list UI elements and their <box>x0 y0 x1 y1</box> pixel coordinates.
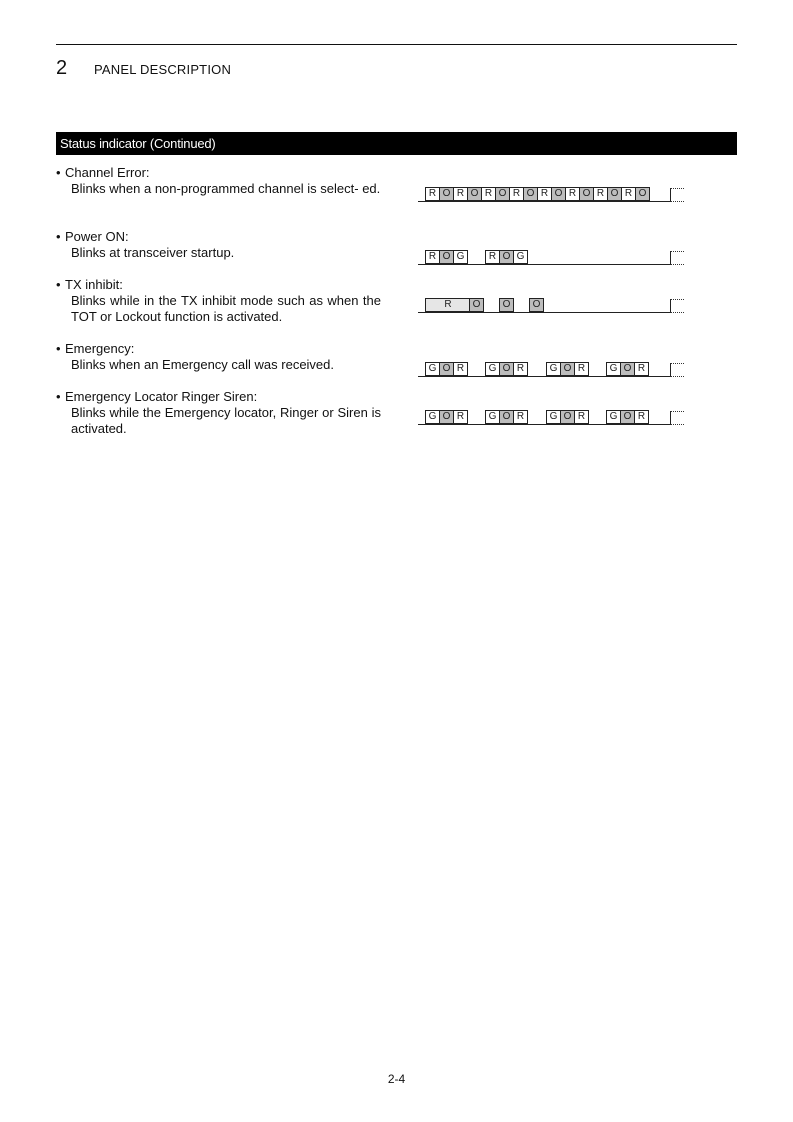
indicator-sequence-power-on <box>418 243 684 265</box>
led-group <box>426 410 468 424</box>
indicator-sequence-emergency <box>418 355 684 377</box>
sequence-repeat-marker <box>670 188 684 202</box>
led-cell-g: G <box>453 250 468 264</box>
led-group <box>470 298 484 312</box>
led-cell-o: O <box>495 187 510 201</box>
sequence-baseline <box>418 264 670 265</box>
led-cell-o: O <box>499 410 514 424</box>
sequence-repeat-marker <box>670 299 684 313</box>
led-cell-g: G <box>425 410 440 424</box>
led-cell-r: R <box>425 187 440 201</box>
led-cell-r: R <box>453 410 468 424</box>
header-rule <box>56 44 737 45</box>
chapter-number: 2 <box>56 57 68 79</box>
item-description: Blinks at transceiver startup. <box>71 245 235 260</box>
led-cell-o: O <box>439 410 454 424</box>
item-title: Channel Error: <box>65 165 150 180</box>
led-cell-o: O <box>467 187 482 201</box>
indicator-sequence-channel-error <box>418 180 684 202</box>
led-cell-r: R <box>425 298 471 312</box>
led-cell-r: R <box>485 250 500 264</box>
led-group <box>607 410 649 424</box>
led-cell-o: O <box>579 187 594 201</box>
sequence-baseline <box>418 424 670 425</box>
page-number: 2-4 <box>387 1072 406 1086</box>
led-cell-r: R <box>513 362 528 376</box>
item-title: TX inhibit: <box>65 277 123 292</box>
status-item-emergency: • Emergency: Blinks when an Emergency call was received. <box>56 341 381 373</box>
sequence-repeat-marker <box>670 411 684 425</box>
led-cell-g: G <box>606 410 621 424</box>
led-cell-o: O <box>620 362 635 376</box>
led-cell-o: O <box>607 187 622 201</box>
item-description: Blinks while in the TX inhibit mode such as when the TOT or Lockout function is activated. <box>71 293 381 324</box>
led-group <box>486 362 528 376</box>
led-cell-o: O <box>499 250 514 264</box>
led-group <box>547 362 589 376</box>
led-cell-r: R <box>574 362 589 376</box>
led-cell-r: R <box>537 187 552 201</box>
led-cell-g: G <box>546 362 561 376</box>
led-group <box>547 410 589 424</box>
led-cell-o: O <box>469 298 484 312</box>
led-cell-r: R <box>453 187 468 201</box>
led-group <box>530 298 544 312</box>
led-cell-o: O <box>439 187 454 201</box>
item-title: Power ON: <box>65 229 129 244</box>
led-cell-g: G <box>485 410 500 424</box>
sequence-repeat-marker <box>670 363 684 377</box>
led-cell-r: R <box>621 187 636 201</box>
led-cell-g: G <box>485 362 500 376</box>
status-item-power-on: • Power ON: Blinks at transceiver startup. <box>56 229 381 261</box>
item-title: Emergency Locator Ringer Siren: <box>65 389 258 404</box>
led-cell-r: R <box>509 187 524 201</box>
led-cell-g: G <box>546 410 561 424</box>
indicator-sequence-tx-inhibit <box>418 291 684 313</box>
item-description: Blinks when an Emergency call was received. <box>71 357 335 372</box>
led-cell-o: O <box>499 362 514 376</box>
led-group <box>607 362 649 376</box>
item-title: Emergency: <box>65 341 135 356</box>
led-cell-o: O <box>499 298 514 312</box>
led-cell-r: R <box>634 410 649 424</box>
led-cell-o: O <box>523 187 538 201</box>
led-cell-r: R <box>453 362 468 376</box>
section-title: Status indicator (Continued) <box>60 136 216 151</box>
led-cell-o: O <box>620 410 635 424</box>
led-cell-o: O <box>439 362 454 376</box>
led-cell-g: G <box>606 362 621 376</box>
led-group <box>426 298 471 312</box>
led-cell-o: O <box>529 298 544 312</box>
section-title-bar <box>56 132 737 155</box>
led-cell-o: O <box>635 187 650 201</box>
sequence-baseline <box>418 376 670 377</box>
led-cell-r: R <box>513 410 528 424</box>
status-item-emergency-locator-ringer-siren: • Emergency Locator Ringer Siren: Blinks while the Emergency locator, Ringer or Siren is activated. <box>56 389 381 436</box>
led-cell-o: O <box>439 250 454 264</box>
led-cell-r: R <box>565 187 580 201</box>
sequence-repeat-marker <box>670 251 684 265</box>
led-group <box>500 298 514 312</box>
led-cell-r: R <box>634 362 649 376</box>
led-cell-r: R <box>481 187 496 201</box>
led-cell-r: R <box>425 250 440 264</box>
sequence-baseline <box>418 312 670 313</box>
indicator-sequence-emergency-locator <box>418 403 684 425</box>
sequence-baseline <box>418 201 670 202</box>
chapter-title: PANEL DESCRIPTION <box>94 62 232 77</box>
led-cell-g: G <box>425 362 440 376</box>
status-item-tx-inhibit: • TX inhibit: Blinks while in the TX inhibit mode such as when the TOT or Lockout function is activated. <box>56 277 381 324</box>
led-group <box>486 250 528 264</box>
status-item-channel-error: • Channel Error: Blinks when a non-programmed channel is select- ed. <box>56 165 381 196</box>
led-cell-r: R <box>574 410 589 424</box>
led-cell-o: O <box>560 410 575 424</box>
item-description: Blinks while the Emergency locator, Ringer or Siren is activated. <box>71 405 381 436</box>
led-group <box>426 362 468 376</box>
led-group <box>426 250 468 264</box>
led-group <box>486 410 528 424</box>
led-cell-o: O <box>560 362 575 376</box>
item-description: Blinks when a non-programmed channel is select- ed. <box>71 181 381 196</box>
led-cell-g: G <box>513 250 528 264</box>
led-group <box>426 187 650 201</box>
led-cell-r: R <box>593 187 608 201</box>
led-cell-o: O <box>551 187 566 201</box>
